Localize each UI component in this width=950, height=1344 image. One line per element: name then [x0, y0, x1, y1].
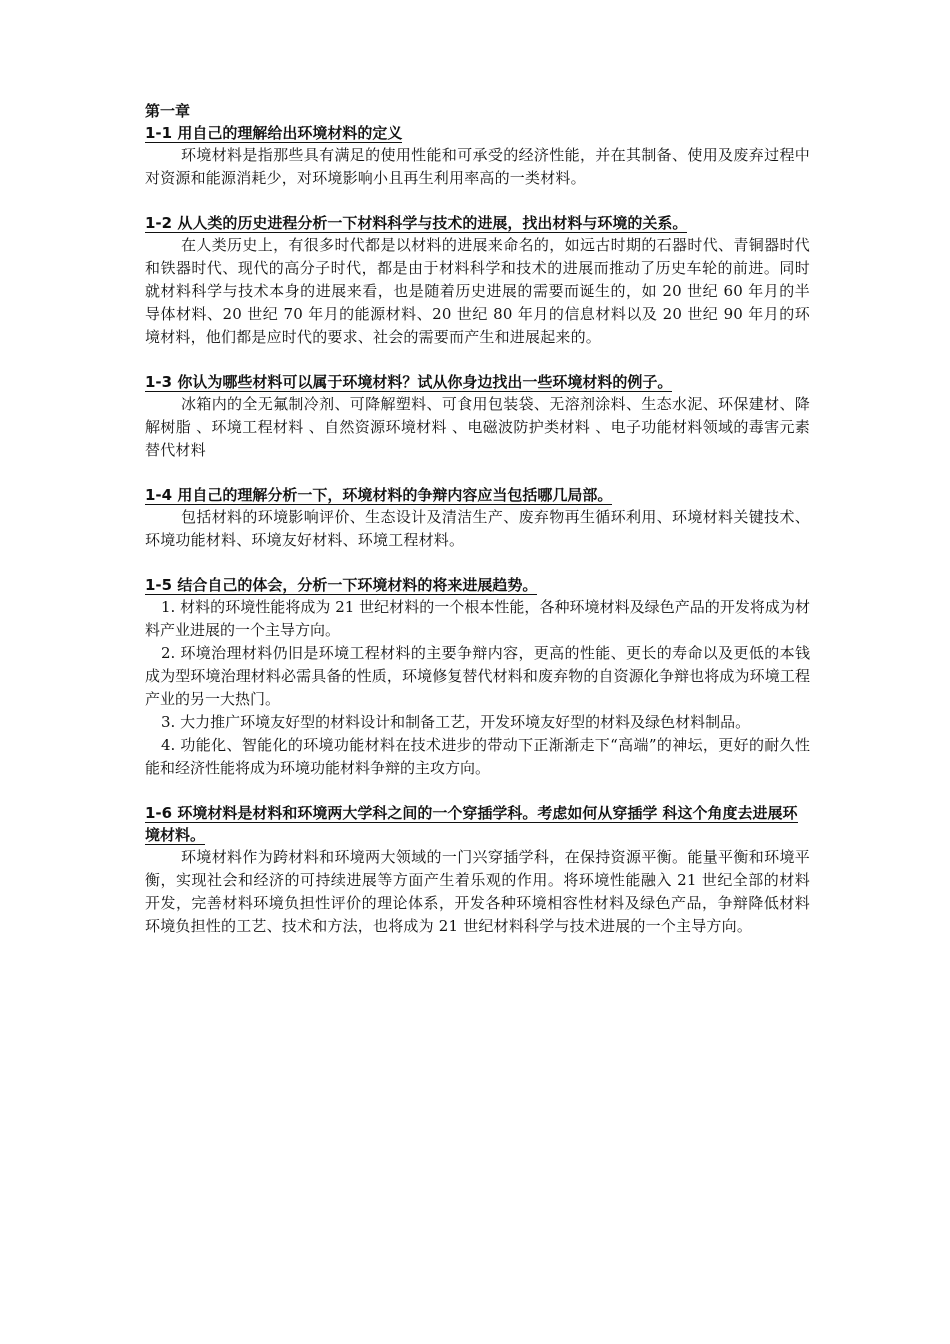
question-heading: 1-6 环境材料是材料和环境两大学科之间的一个穿插学科。考虑如何从穿插学 科这个角度去进展环境材料。 [145, 804, 798, 844]
question-heading: 1-4 用自己的理解分析一下，环境材料的争辩内容应当包括哪几局部。 [145, 486, 613, 504]
answer-1-3: 冰箱内的全无氟制冷剂、可降解塑料、可食用包装袋、无溶剂涂料、生态水泥、环保建材、降解树脂 、环境工程材料 、自然资源环境材料 、电磁波防护类材料 、电子功能材料领域的毒害元素替代材料 [145, 395, 810, 459]
question-1-1 [145, 122, 810, 144]
list-item: 1. 材料的环境性能将成为 21 世纪材料的一个根本性能，各种环境材料及绿色产品的开发将成为材料产业进展的一个主导方向。 [145, 598, 810, 639]
list-item: 2. 环境治理材料仍旧是环境工程材料的主要争辩内容，更高的性能、更长的寿命以及更低的本钱成为型环境治理材料必需具备的性质，环境修复替代材料和废弃物的自资源化争辩也将成为环境工程产业的另一大热门。 [145, 644, 810, 708]
document-page [145, 100, 810, 938]
answer-1-2: 在人类历史上，有很多时代都是以材料的进展来命名的，如远古时期的石器时代、青铜器时代和铁器时代、现代的高分子时代，都是由于材料科学和技术的进展而推动了历史车轮的前进。同时就材料科学与技术本身的进展来看，也是随着历史进展的需要而诞生的，如 20 世纪 60 年月的半导体材料、20 世纪 70 年月的能源材料、20 世纪 80 年月的信息材料以及 20 世纪 90 年月的环境材料，他们都是应时代的要求、社会的需要而产生和进展起来的。 [145, 236, 810, 346]
question-heading: 1-3 你认为哪些材料可以属于环境材料？试从你身边找出一些环境材料的例子。 [145, 373, 673, 391]
answer-1-6: 环境材料作为跨材料和环境两大领域的一门兴穿插学科，在保持资源平衡。能量平衡和环境平衡，实现社会和经济的可持续进展等方面产生着乐观的作用。将环境性能融入 21 世纪全部的材料开发，完善材料环境负担性评价的理论体系，开发各种环境相容性材料及绿色产品，争辩降低材料环境负担性的工艺、技术和方法，也将成为 21 世纪材料科学与技术进展的一个主导方向。 [145, 848, 810, 935]
answer-1-1: 环境材料是指那些具有满足的使用性能和可承受的经济性能，并在其制备、使用及废弃过程中对资源和能源消耗少，对环境影响小且再生利用率高的一类材料。 [145, 146, 810, 187]
list-item: 4. 功能化、智能化的环境功能材料在技术进步的带动下正渐渐走下“高端”的神坛，更好的耐久性能和经济性能将成为环境功能材料争辩的主攻方向。 [145, 736, 810, 777]
question-heading: 1-2 从人类的历史进程分析一下材料科学与技术的进展，找出材料与环境的关系。 [145, 214, 688, 232]
question-heading: 1-5 结合自己的体会，分析一下环境材料的将来进展趋势。 [145, 576, 538, 594]
question-1-4 [145, 484, 810, 506]
question-1-6 [145, 802, 810, 846]
chapter-title: 第一章 [145, 102, 191, 120]
list-item: 3. 大力推广环境友好型的材料设计和制备工艺，开发环境友好型的材料及绿色材料制品。 [161, 713, 751, 731]
question-1-5 [145, 574, 810, 596]
question-heading: 1-1 用自己的理解给出环境材料的定义 [145, 124, 403, 142]
question-1-3 [145, 371, 810, 393]
answer-1-4: 包括材料的环境影响评价、生态设计及清洁生产、废弃物再生循环利用、环境材料关键技术、环境功能材料、环境友好材料、环境工程材料。 [145, 508, 810, 549]
question-1-2 [145, 212, 810, 234]
